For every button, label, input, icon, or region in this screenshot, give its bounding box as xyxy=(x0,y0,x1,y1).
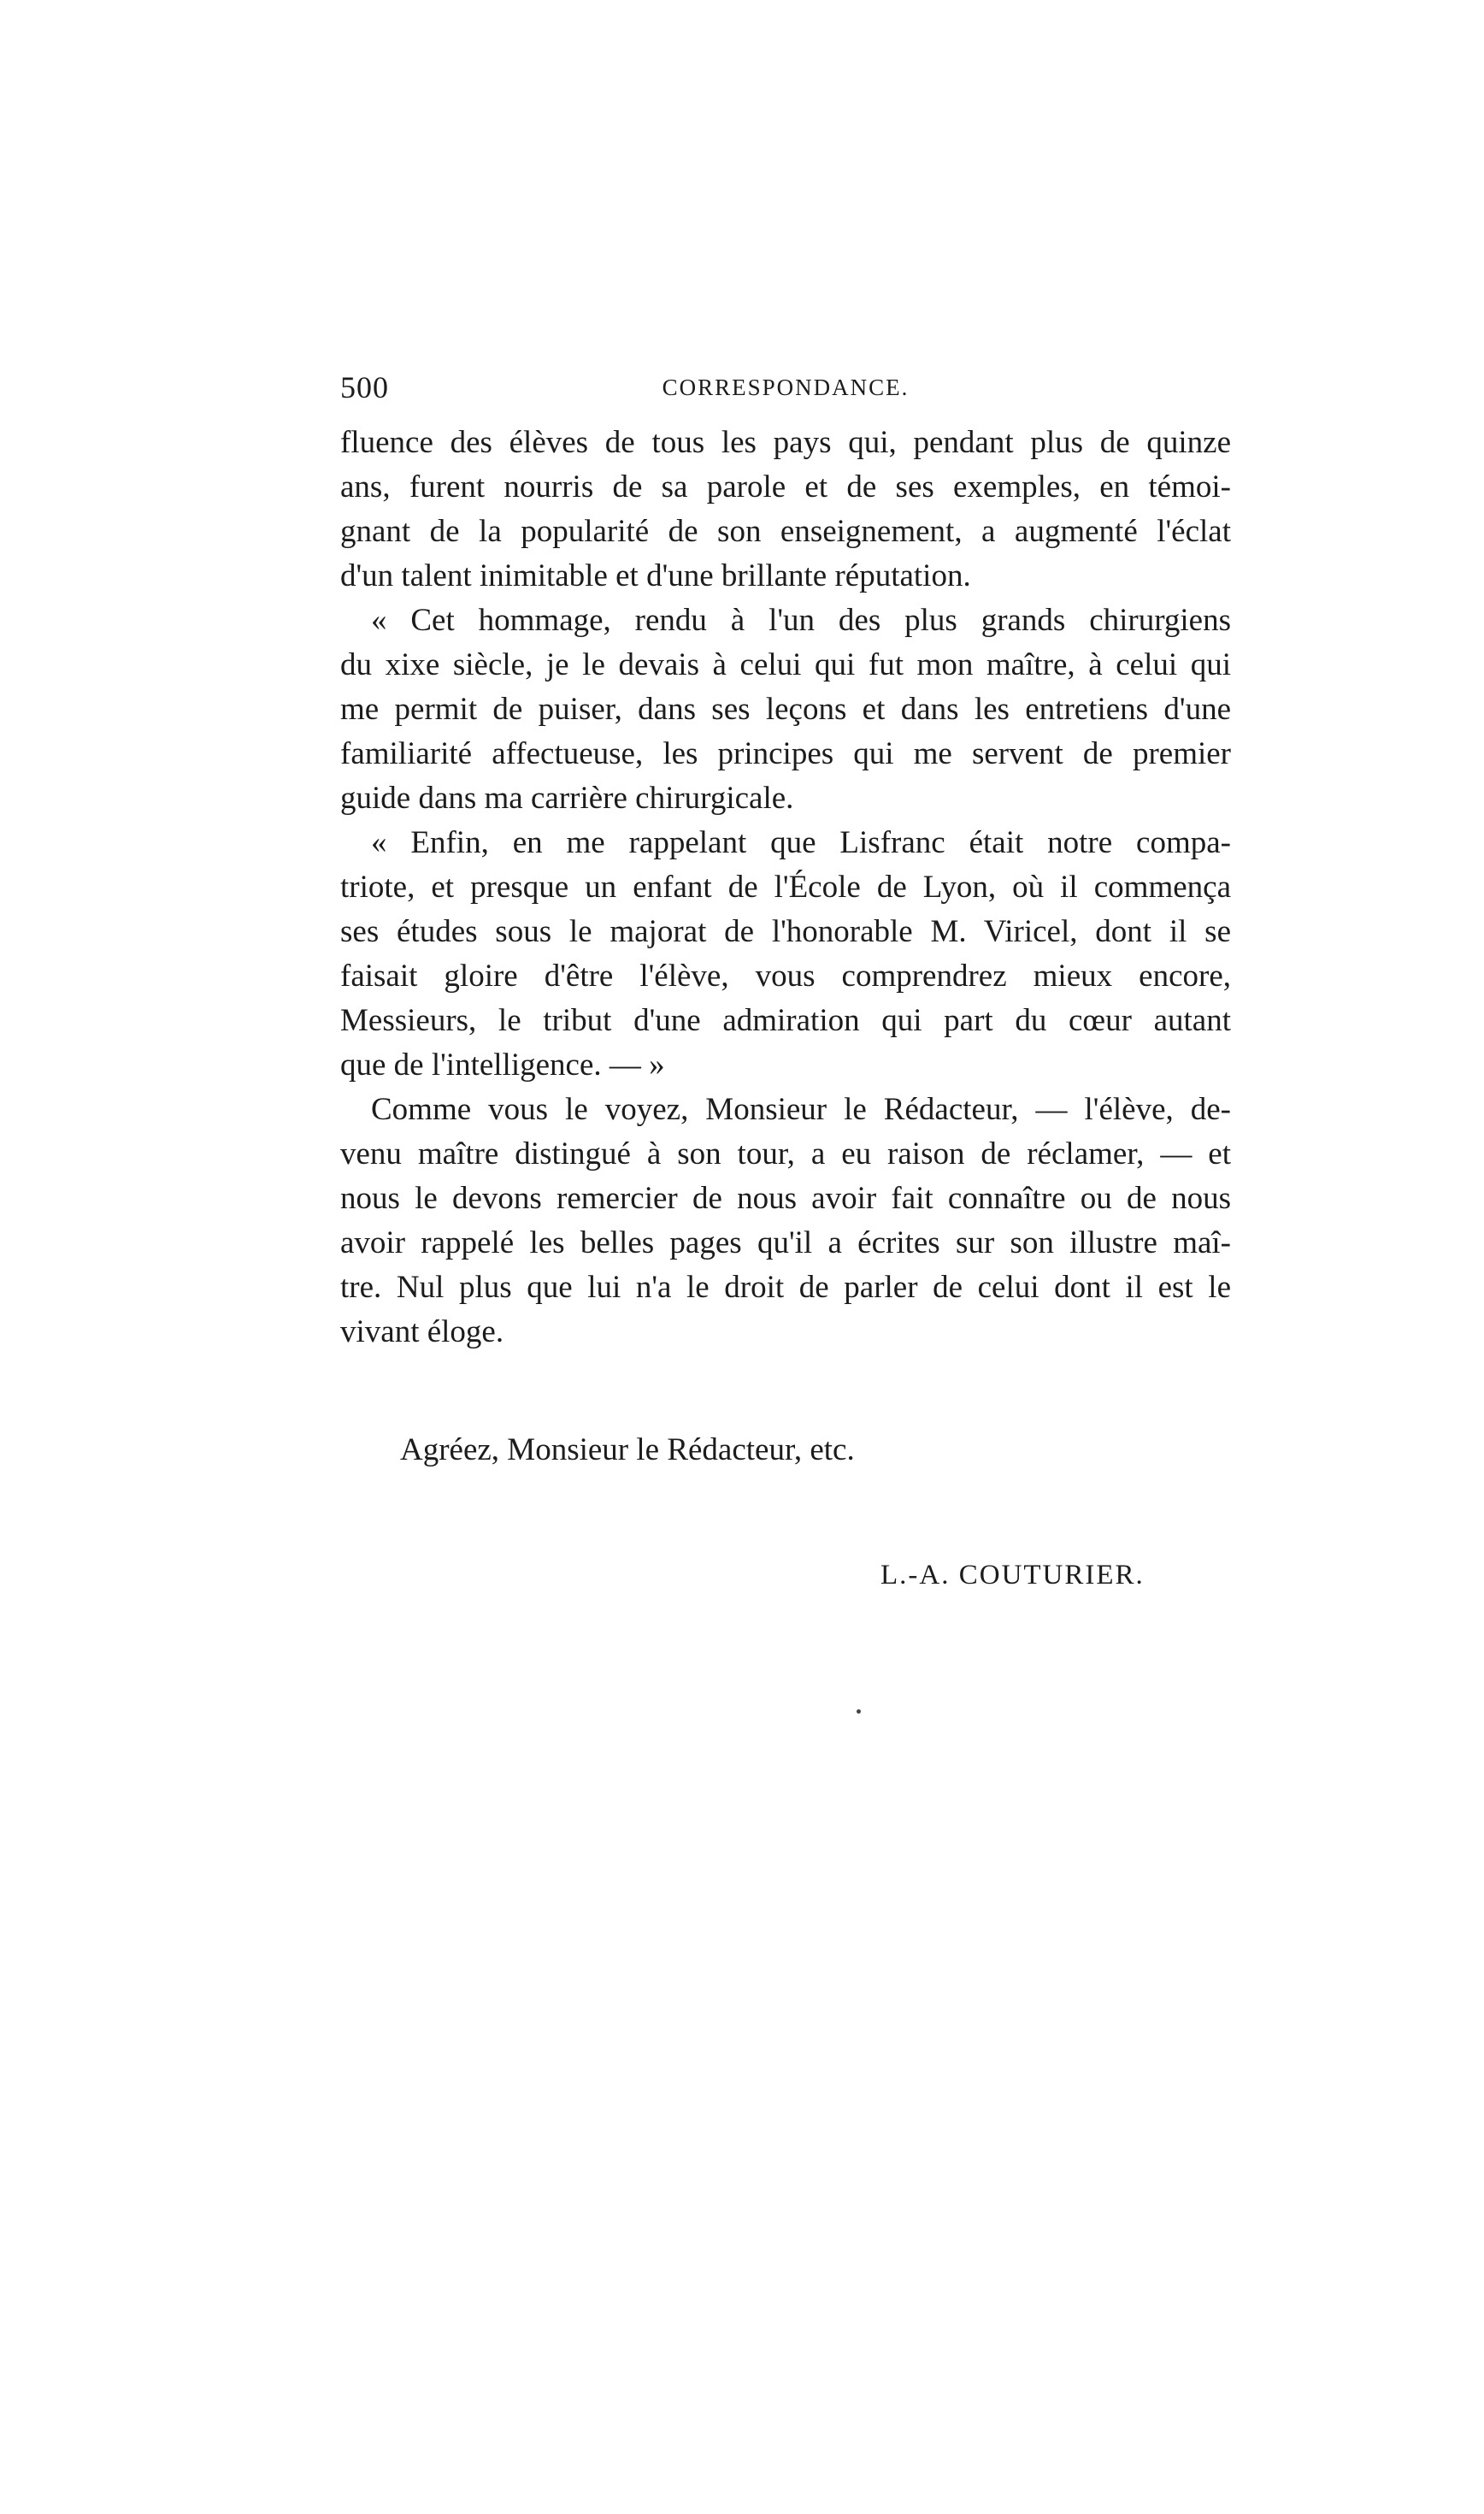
text-line: tre. Nul plus que lui n'a le droit de parler de celui dont il est le xyxy=(340,1270,1231,1305)
text-line: du xixe siècle, je le devais à celui qui fut mon maître, à celui qui xyxy=(340,647,1231,682)
closing-salutation: Agréez, Monsieur le Rédacteur, etc. xyxy=(400,1432,855,1467)
text-line: me permit de puiser, dans ses leçons et dans les entretiens d'une xyxy=(340,692,1231,727)
text-line: que de l'intelligence. — » xyxy=(340,1048,665,1083)
text-line: guide dans ma carrière chirurgicale. xyxy=(340,781,794,816)
text-line: venu maître distingué à son tour, a eu raison de réclamer, — et xyxy=(340,1136,1231,1171)
page-number: 500 xyxy=(340,370,389,404)
text-line: d'un talent inimitable et d'une brillante réputation. xyxy=(340,558,971,593)
text-line: familiarité affectueuse, les principes qui me servent de premier xyxy=(340,736,1231,771)
text-line: « Cet hommage, rendu à l'un des plus grands chirurgiens xyxy=(371,603,1231,638)
ink-speck xyxy=(857,1709,861,1714)
text-line: ans, furent nourris de sa parole et de ses exemples, en témoi- xyxy=(340,469,1231,505)
running-title: CORRESPONDANCE. xyxy=(662,375,910,400)
body-text xyxy=(340,421,1231,1354)
text-line: triote, et presque un enfant de l'École de Lyon, où il commença xyxy=(340,870,1231,905)
text-line: vivant éloge. xyxy=(340,1314,504,1349)
text-line: avoir rappelé les belles pages qu'il a écrites sur son illustre maî- xyxy=(340,1225,1231,1260)
text-line: nous le devons remercier de nous avoir fait connaître ou de nous xyxy=(340,1181,1231,1216)
text-line: ses études sous le majorat de l'honorable M. Viricel, dont il se xyxy=(340,914,1231,949)
text-line: « Enfin, en me rappelant que Lisfranc était notre compa- xyxy=(371,825,1231,860)
text-line: Comme vous le voyez, Monsieur le Rédacteur, — l'élève, de- xyxy=(371,1092,1231,1127)
text-line: Messieurs, le tribut d'une admiration qui part du cœur autant xyxy=(340,1003,1231,1038)
text-line: fluence des élèves de tous les pays qui, pendant plus de quinze xyxy=(340,425,1231,460)
text-line: faisait gloire d'être l'élève, vous comprendrez mieux encore, xyxy=(340,959,1231,994)
signature: L.-A. COUTURIER. xyxy=(880,1560,1145,1590)
page-header xyxy=(340,369,1231,412)
text-line: gnant de la popularité de son enseignement, a augmenté l'éclat xyxy=(340,514,1231,549)
